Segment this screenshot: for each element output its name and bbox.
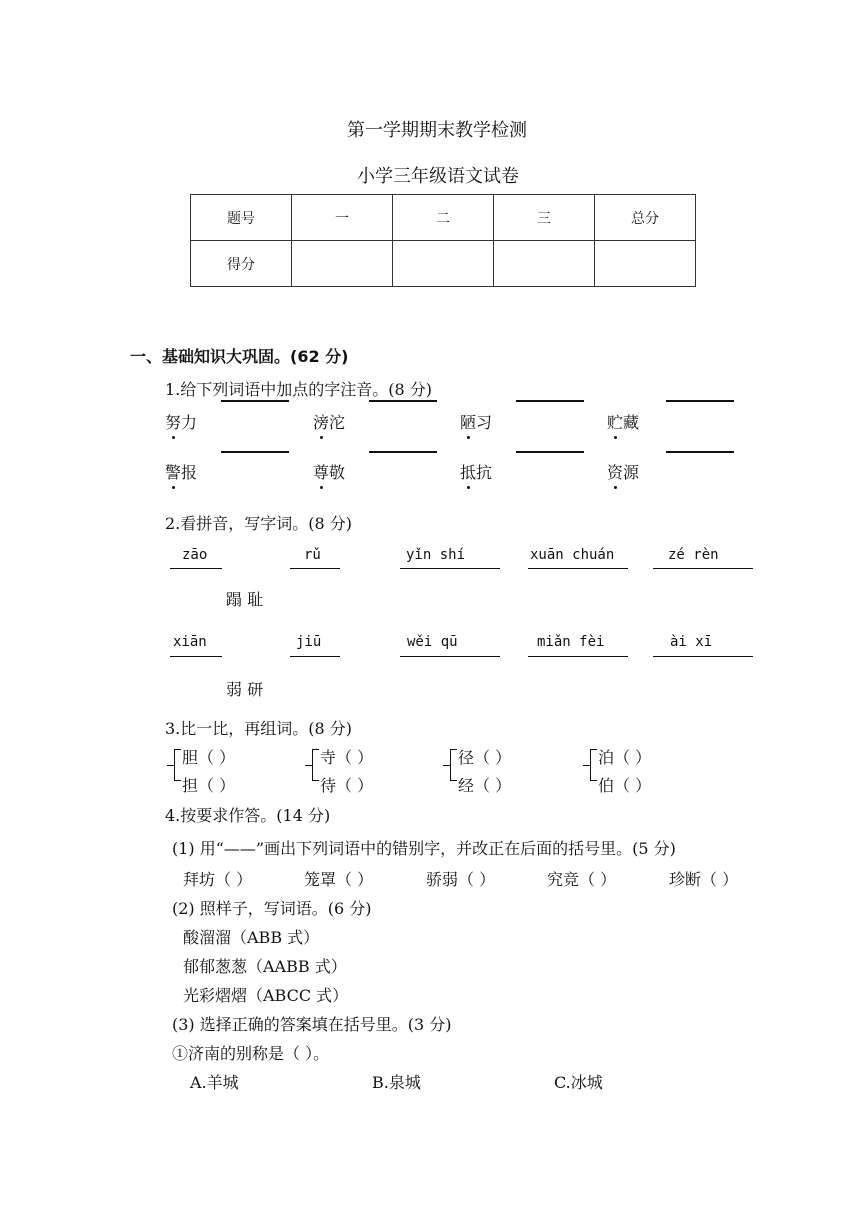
dotted-char: 陋 [460,410,476,433]
score-input-cell[interactable] [393,241,494,287]
table-cell: 题号 [191,195,292,241]
score-table [190,194,696,287]
writing-line[interactable] [400,656,500,657]
answer-blank[interactable] [369,400,437,402]
pinyin-label: rǔ [304,547,321,563]
writing-line[interactable] [528,656,628,657]
writing-line[interactable] [653,656,753,657]
pinyin-label: wěi qū [407,634,458,650]
pinyin-label: miǎn fèi [537,634,605,650]
dotted-char: 努 [165,410,181,433]
typo-item: 拜坊（ ） [183,870,253,889]
question-3-prompt: 3.比一比，再组词。(8 分) [165,719,353,738]
word-item [313,460,345,483]
question-2-prompt: 2.看拼音，写字词。(8 分) [165,514,353,533]
choice-option[interactable]: A.羊城 [190,1073,239,1092]
word-rest: 习 [476,413,493,432]
pinyin-label: zé rèn [668,547,719,563]
dotted-char: 尊 [313,460,329,483]
example-item: 郁郁葱葱（AABB 式） [183,957,347,976]
compare-item: 寺（ ） [320,748,374,767]
table-cell: 三 [494,195,595,241]
score-input-cell[interactable] [595,241,696,287]
char-hint: 蹋 耻 [226,590,264,609]
compare-item: 待（ ） [320,776,374,795]
pinyin-label: jiū [296,634,322,650]
writing-line[interactable] [400,568,500,569]
table-cell: 一 [292,195,393,241]
answer-blank[interactable] [221,400,289,402]
word-rest: 源 [623,463,640,482]
writing-line[interactable] [653,568,753,569]
choice-question: ①济南的别称是（ ）。 [172,1044,330,1063]
table-row [191,195,696,241]
word-item [165,460,197,483]
section-heading: 一、基础知识大巩固。(62 分) [130,347,349,366]
answer-blank[interactable] [516,451,584,453]
dotted-char: 滂 [313,410,329,433]
exam-title: 第一学期期末教学检测 [347,120,527,141]
table-row [191,241,696,287]
dotted-char: 警 [165,460,181,483]
compare-item: 胆（ ） [182,748,236,767]
word-rest: 报 [181,463,198,482]
dotted-char: 抵 [460,460,476,483]
answer-blank[interactable] [221,451,289,453]
word-item [313,410,345,433]
writing-line[interactable] [290,656,340,657]
pinyin-label: xuān chuán [530,547,615,563]
question-4-prompt: 4.按要求作答。(14 分) [165,806,331,825]
compare-item: 泊（ ） [598,748,652,767]
answer-blank[interactable] [666,400,734,402]
choice-option[interactable]: C.冰城 [554,1073,603,1092]
subquestion-3-prompt: (3) 选择正确的答案填在括号里。(3 分) [172,1015,452,1034]
typo-item: 骄弱（ ） [426,870,496,889]
compare-item: 伯（ ） [598,776,652,795]
word-rest: 沱 [329,413,346,432]
exam-subtitle: 小学三年级语文试卷 [357,166,519,187]
word-item [607,410,639,433]
writing-line[interactable] [290,568,340,569]
table-cell: 总分 [595,195,696,241]
answer-blank[interactable] [369,451,437,453]
answer-blank[interactable] [666,451,734,453]
score-input-cell[interactable] [292,241,393,287]
pinyin-label: yǐn shí [406,547,466,563]
dotted-char: 贮 [607,410,623,433]
pinyin-label: xiān [173,634,207,650]
writing-line[interactable] [170,656,222,657]
word-item [607,460,639,483]
subquestion-2-prompt: (2) 照样子，写词语。(6 分) [172,899,372,918]
word-rest: 藏 [623,413,640,432]
char-hint: 弱 研 [226,680,264,699]
score-input-cell[interactable] [494,241,595,287]
typo-item: 究竞（ ） [547,870,617,889]
writing-line[interactable] [528,568,628,569]
word-item [460,410,492,433]
question-1-prompt: 1.给下列词语中加点的字注音。(8 分) [165,380,433,399]
compare-item: 经（ ） [458,776,512,795]
typo-item: 笼罩（ ） [304,870,374,889]
compare-item: 担（ ） [182,776,236,795]
table-cell: 得分 [191,241,292,287]
example-item: 酸溜溜（ABB 式） [183,928,320,947]
word-item [460,460,492,483]
typo-item: 珍断（ ） [669,870,739,889]
table-cell: 二 [393,195,494,241]
pinyin-label: zāo [182,547,208,563]
word-rest: 敬 [329,463,346,482]
word-item [165,410,197,433]
word-rest: 力 [181,413,198,432]
choice-option[interactable]: B.泉城 [372,1073,421,1092]
writing-line[interactable] [170,568,222,569]
dotted-char: 资 [607,460,623,483]
example-item: 光彩熠熠（ABCC 式） [183,986,349,1005]
subquestion-1-prompt: (1) 用“——”画出下列词语中的错别字，并改正在后面的括号里。(5 分) [172,839,676,858]
compare-item: 径（ ） [458,748,512,767]
answer-blank[interactable] [516,400,584,402]
pinyin-label: ài xī [670,634,713,650]
word-rest: 抗 [476,463,493,482]
